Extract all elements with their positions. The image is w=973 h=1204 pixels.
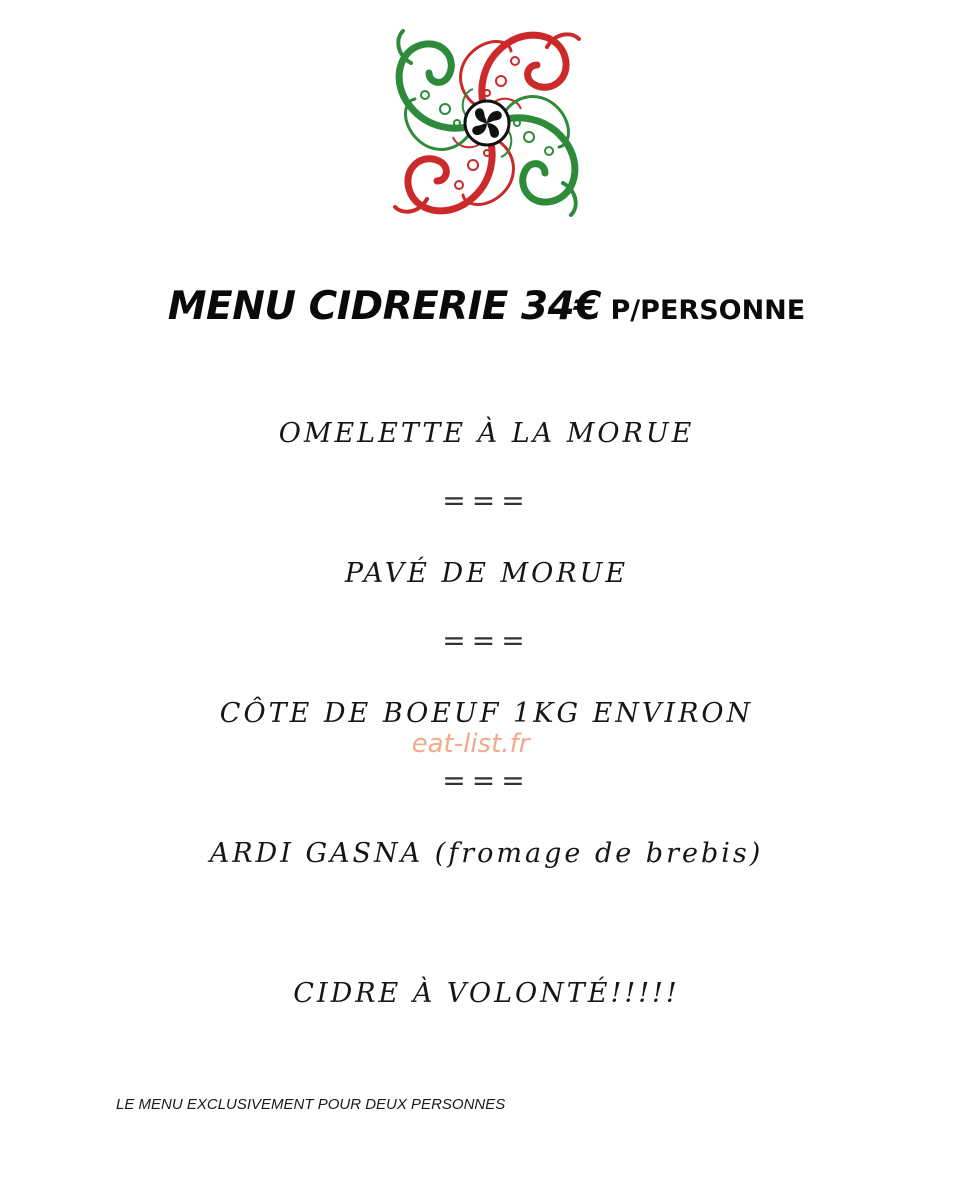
menu-closing-cidre: CIDRE À VOLONTÉ!!!!! [293, 978, 680, 1009]
menu-separator: === [442, 764, 531, 797]
menu-title-suffix: P/PERSONNE [610, 295, 806, 326]
menu-item-omelette: OMELETTE À LA MORUE [278, 418, 695, 449]
menu-title [0, 284, 973, 329]
menu-item-cote-de-boeuf: CÔTE DE BOEUF 1KG ENVIRON [219, 698, 754, 729]
menu-title-main: MENU CIDRERIE 34€ [167, 284, 601, 329]
menu-item-ardi-gasna: ARDI GASNA (fromage de brebis) [209, 838, 764, 869]
menu-item-pave: PAVÉ DE MORUE [344, 558, 629, 589]
basque-cross-lauburu-icon [356, 2, 618, 244]
watermark-text: eat-list.fr [411, 729, 530, 759]
menu-separator: === [442, 624, 531, 657]
footer-note: LE MENU EXCLUSIVEMENT POUR DEUX PERSONNES [116, 1096, 506, 1113]
menu-separator: === [442, 484, 531, 517]
